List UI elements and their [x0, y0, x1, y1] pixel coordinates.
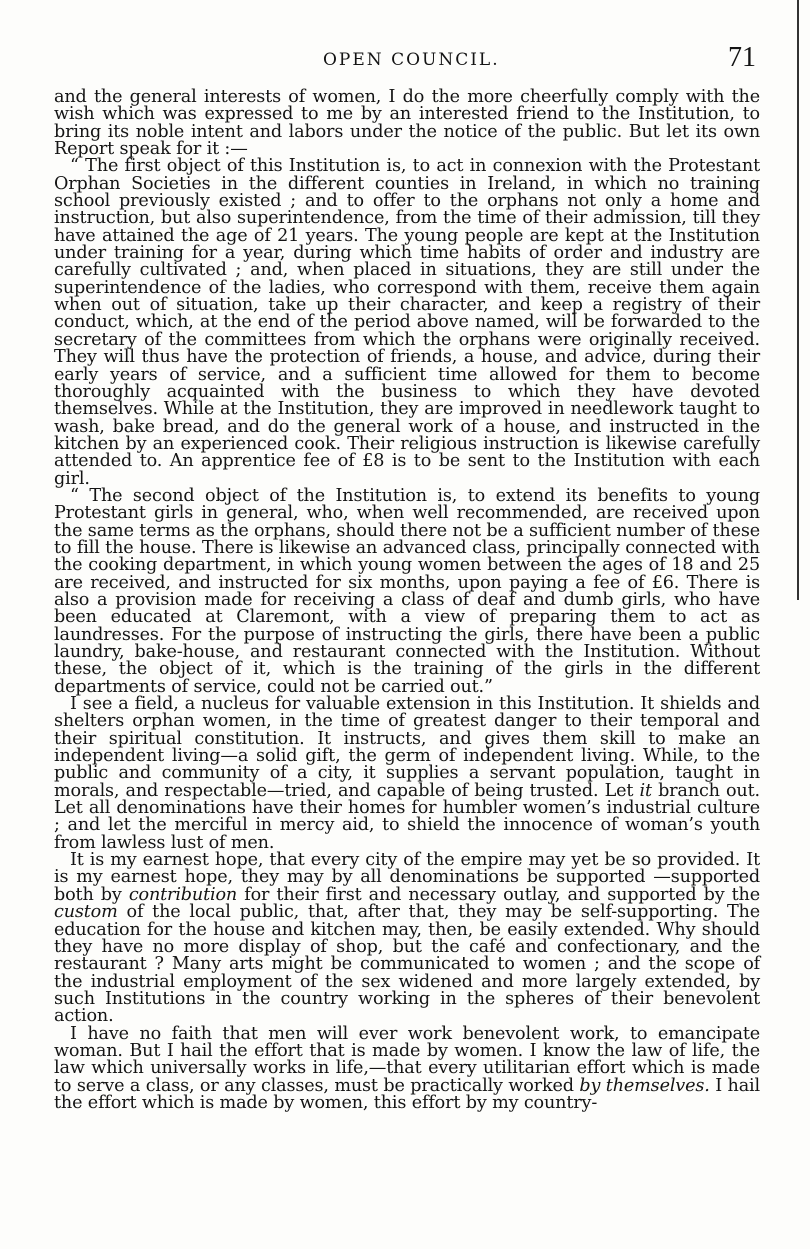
italic-word: contribution: [128, 884, 238, 905]
body-text: [54, 89, 760, 1112]
paragraph-continuation: and the general interests of women, I do the more cheerfully comply with the wish which was expressed to me by an interested friend to the Institution, to bring its noble intent and labors under the notice of the public. But let its own Report speak for it :—: [54, 87, 760, 160]
italic-word: by themselves.: [579, 1075, 710, 1096]
page-edge-rule: [797, 0, 799, 600]
report-quote-first-object: “ The first object of this Institution is, to act in connexion with the Protestant Orphan Societies in the different counties in Ireland, in which no training school previously existed ; and to offer to the orphans not only a home and instruction, but also superintendence, from the time of their admission, till they have attained the age of 21 years. The young people are kept at the Institution under training for a year, during which time habits of order and industry are carefully cultivated ; and, when placed in situations, they are still under the superintendence of the ladies, who correspond with them, receive them again when out of situation, take up their character, and keep a registry of their conduct, which, at the end of the period above named, will be forwarded to the secretary of the committees from which the orphans were originally received. They will thus have the protection of friends, a house, and advice, during their early years of service, and a sufficient time allowed for them to become thoroughly acquainted with the business to which they have devoted themselves. While at the Institution, they are improved in needlework taught to wash, bake bread, and do the general work of a house, and instructed in the kitchen by an experienced cook. Their religious instruction is likewise carefully attended to. An apprentice fee of £8 is to be sent to the Institution with each girl.: [54, 156, 760, 489]
page-number: 71: [728, 42, 756, 73]
paragraph-text: It is my earnest hope, that every city of the empire may yet be so provided. It is my earnest hope, they may by all denominations be supported —supported both by: [54, 850, 760, 905]
paragraph-text: branch out. Let all denominations have their homes for humbler women’s industrial culture ; and let the merciful in mercy aid, to shield the innocence of woman’s youth from lawless lust of men.: [54, 780, 760, 853]
paragraph-no-faith: [54, 1023, 760, 1113]
paragraph-field-nucleus: [54, 696, 760, 852]
paragraph-text: I hail the effort which is made by women, this effort by my country-: [54, 1075, 760, 1113]
paragraph-text: for their first and necessary outlay, and supported by the: [244, 884, 760, 905]
paragraph-earnest-hope: [54, 852, 760, 1025]
italic-word: it: [639, 780, 652, 801]
paragraph-text: of the local public, that, after that, they may be self-supporting. The education for the house and kitchen may, then, be easily extended. Why should they have no more display of shop, but the café and confectionary, and the restaurant ? Many arts might be communicated to women ; and the scope of the industrial employment of the sex widened and more largely extended, by such Institutions in the country working in the spheres of their benevolent action.: [54, 902, 760, 1027]
paragraph-text: I have no faith that men will ever work benevolent work, to emancipate woman. But I hail the effort that is made by women. I know the law of life, the law which universally works in life,—that every utilitarian effort which is made to serve a class, or any classes, must be practically worked: [54, 1023, 760, 1096]
italic-word: custom: [54, 902, 118, 923]
report-quote-second-object: “ The second object of the Institution is, to extend its benefits to young Protestant girls in general, who, when well recommended, are received upon the same terms as the orphans, should there not be a sufficient number of these to fill the house. There is likewise an advanced class, principally connected with the cooking department, in which young women between the ages of 18 and 25 are received, and instructed for six months, upon paying a fee of £6. There is also a provision made for receiving a class of deaf and dumb girls, who have been educated at Claremont, with a view of preparing them to act as laundresses. For the purpose of instructing the girls, there have been a public laundry, bake-house, and restaurant connected with the Institution. Without these, the object of it, which is the training of the girls in the different departments of service, could not be carried out.”: [54, 485, 760, 697]
running-head: [0, 44, 810, 84]
running-title: OPEN COUNCIL.: [323, 50, 500, 70]
paragraph-text: I see a field, a nucleus for valuable extension in this Institution. It shields and shelters orphan women, in the time of greatest danger to their temporal and their spiritual constitution. It instructs, and gives them skill to make an independent living—a solid gift, the germ of independent living. While, to the public and community of a city, it supplies a servant population, taught in morals, and respectable—tried, and capable of being trusted. Let: [54, 694, 760, 801]
